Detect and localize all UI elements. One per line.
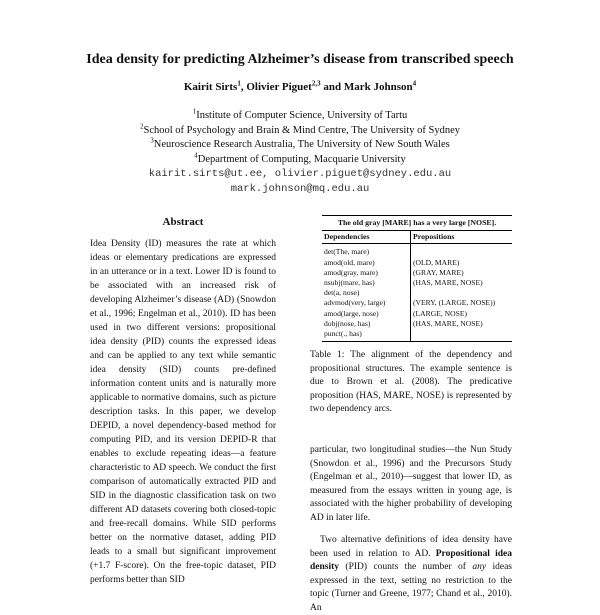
author-separator: and: [320, 81, 344, 93]
email-block: [0, 167, 600, 196]
dep-cell: det(a, nose): [324, 288, 360, 298]
prop-cell: (HAS, MARE, NOSE): [411, 278, 513, 288]
affiliation-line: [0, 138, 600, 153]
table-row: [322, 288, 512, 298]
col-header-dependencies: Dependencies: [322, 231, 411, 244]
prop-cell: (LARGE, NOSE): [411, 309, 513, 319]
para-text: ideas expressed in the text, setting no restriction to the topic (Turner and Greene, 1977; Chand et al., 2010). An: [310, 562, 512, 613]
body-paragraph: particular, two longitudinal studies—the Nun Study (Snowdon et al., 1996) and the Precursors Study (Engelman et al., 2010)—suggest that lower ID, as measured from the essays written in young age, is associated with the higher probability of developing AD in later life.: [310, 445, 512, 523]
prop-cell: [411, 244, 513, 258]
affil-marker: 4: [194, 151, 198, 159]
dep-cell: amod(gray, mare): [324, 267, 378, 277]
affil-text: Department of Computing, Macquarie University: [197, 153, 406, 165]
affil-marker: 3: [150, 136, 154, 145]
prop-cell: [411, 329, 513, 342]
affil-marker: 2: [139, 122, 144, 130]
col-header-propositions: Propositions: [411, 231, 513, 244]
affil-text: Neuroscience Research Australia, The University of New South Wales: [153, 139, 450, 150]
term-propositional-idea-density: Propositional idea density: [310, 548, 512, 572]
dep-cell: det(The, mare): [324, 247, 370, 257]
affiliation-list: [0, 109, 600, 167]
alignment-table: [322, 231, 512, 342]
affil-marker: 1: [192, 107, 197, 116]
para-text: (PID) counts the number of: [339, 562, 473, 572]
author-name: Kairit Sirts: [183, 81, 238, 93]
prop-cell: (GRAY, MARE): [411, 268, 513, 278]
table-row: [322, 278, 512, 288]
author-affil-marker: 2,3: [311, 79, 321, 88]
email-line: kairit.sirts@ut.ee, olivier.piguet@sydney.edu.au: [148, 168, 452, 180]
body-paragraph: [310, 534, 512, 615]
dep-cell: punct(., has): [322, 329, 411, 342]
table-row: [322, 329, 512, 342]
table-1: [322, 215, 512, 342]
dep-cell: dobj(nose, has): [324, 318, 371, 328]
author-separator: ,: [240, 81, 247, 93]
table-row: [322, 309, 512, 319]
table-1-caption: Table 1: The alignment of the dependency and propositional structures. The example sentence is due to Brown et al. (2008). The predicative proposition (HAS, MARE, NOSE) is represented by two dependency arcs.: [310, 350, 512, 414]
affil-text: School of Psychology and Brain & Mind Centre, The University of Sydney: [143, 124, 461, 136]
abstract-heading: Abstract: [162, 216, 204, 228]
dep-cell: advmod(very, large): [324, 298, 386, 308]
affiliation-line: [0, 109, 600, 124]
author-name: Olivier Piguet: [246, 81, 312, 93]
author-name: Mark Johnson: [343, 81, 413, 93]
table-row: [322, 298, 512, 308]
author-list: [0, 81, 600, 93]
table-header-row: [322, 231, 512, 244]
emphasis-any: any: [472, 562, 487, 572]
paper-title: Idea density for predicting Alzheimer’s disease from transcribed speech: [86, 52, 514, 67]
prop-cell: (OLD, MARE): [411, 258, 513, 268]
abstract-body: Idea Density (ID) measures the rate at which ideas or elementary predications are expressed in an utterance or in a text. Lower ID is found to be associated with an increased risk of developing Alzheimer’s disease (AD) (Snowdon et al., 1996; Engelman et al., 2010). ID has been used in two different versions: propositional idea density (PID) counts the expressed ideas and can be applied to any text while semantic idea density (SID) counts pre-defined information content units and is naturally more applicable to normative domains, such as picture description tasks. In this paper, we develop DEPID, a novel dependency-based method for computing PID, and its version DEPID-R that enables to exclude repeating ideas—a feature characteristic to AD speech. We conduct the first comparison of automatically extracted PID and SID in the diagnostic classification task on two different AD datasets covering both closed-topic and free-recall domains. While SID performs better on the normative dataset, adding PID leads to a small but significant improvement (+1.7 F-score). On the free-topic dataset, PID performs better than SID: [90, 239, 276, 585]
table-row: [322, 268, 512, 278]
prop-cell: [411, 288, 513, 298]
dep-cell: amod(large, nose): [324, 308, 379, 318]
dep-cell: amod(old, mare): [324, 257, 375, 267]
author-affil-marker: 1: [237, 79, 241, 88]
table-row: [322, 319, 512, 329]
prop-cell: (VERY, (LARGE, NOSE)): [411, 298, 513, 308]
affiliation-line: [0, 153, 600, 168]
table-row: [322, 244, 512, 258]
para-text: Two alternative definitions of idea density have been used in relation to AD.: [310, 535, 512, 559]
table-example-sentence: The old gray [MARE] has a very large [NOSE].: [322, 215, 512, 231]
email-line: mark.johnson@mq.edu.au: [230, 182, 370, 195]
author-affil-marker: 4: [412, 79, 417, 88]
affiliation-line: [0, 124, 600, 139]
table-row: [322, 258, 512, 268]
prop-cell: (HAS, MARE, NOSE): [411, 319, 513, 329]
dep-cell: nsubj(mare, has): [324, 278, 375, 288]
affil-text: Institute of Computer Science, University of Tartu: [196, 110, 408, 121]
